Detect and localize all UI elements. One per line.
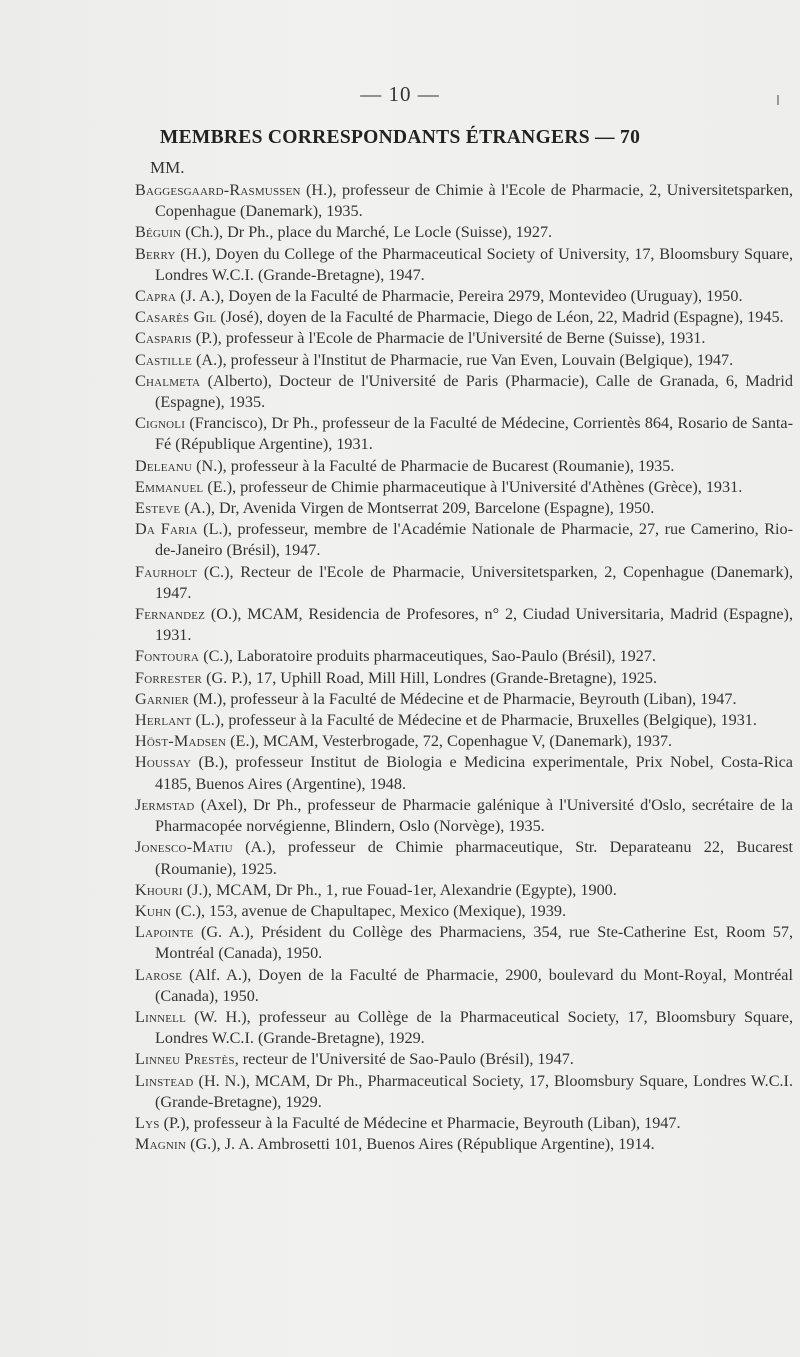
member-details: (L.), professeur, membre de l'Académie Nationale de Pharmacie, 27, rue Camerino, Rio-de-Janeiro (Brésil), 1947. (155, 520, 793, 560)
member-name: Berry (135, 244, 176, 263)
member-name: Höst-Madsen (135, 732, 227, 751)
member-entry (135, 880, 793, 901)
member-entry (135, 498, 793, 519)
member-name: Khouri (135, 880, 183, 899)
member-entry (135, 604, 793, 646)
member-name: Linstead (135, 1071, 194, 1090)
member-details: , recteur de l'Université de Sao-Paulo (Brésil), 1947. (234, 1050, 574, 1069)
member-name: Fernandez (135, 605, 206, 624)
member-entry (135, 1071, 793, 1113)
member-details: (E.), MCAM, Vesterbrogade, 72, Copenhague V, (Danemark), 1937. (226, 732, 673, 751)
member-name: Kuhn (135, 901, 172, 920)
member-details: (P.), professeur à l'Ecole de Pharmacie de l'Université de Berne (Suisse), 1931. (191, 329, 706, 348)
member-entry (135, 413, 793, 455)
member-entry (135, 837, 793, 879)
member-entry (135, 710, 793, 731)
member-details: (M.), professeur à la Faculté de Médecine et de Pharmacie, Beyrouth (Liban), 1947. (189, 689, 737, 708)
member-details: (O.), MCAM, Residencia de Profesores, n° 2, Ciudad Universitaria, Madrid (Espagne), 1931. (155, 605, 793, 645)
member-details: (G. A.), Président du Collège des Pharmaciens, 354, rue Ste-Catherine Est, Room 57, Montréal (Canada), 1950. (155, 923, 793, 963)
member-name: Fontoura (135, 647, 200, 666)
member-entry (135, 456, 793, 477)
member-entry (135, 922, 793, 964)
salutation: MM. (150, 158, 185, 177)
member-name: Larose (135, 965, 183, 984)
member-name: Baggesgaard-Rasmussen (135, 181, 301, 199)
member-entry (135, 477, 793, 498)
member-name: Capra (135, 287, 177, 306)
member-details: (H.), Doyen du College of the Pharmaceutical Society of University, 17, Bloomsbury Square, Londres W.C.I. (Grande-Bretagne), 1947. (155, 244, 793, 284)
member-entry (135, 752, 793, 794)
member-name: Lys (135, 1113, 160, 1132)
member-name: Deleanu (135, 456, 193, 475)
member-details: (W. H.), professeur au Collège de la Pharmaceutical Society, 17, Bloomsbury Square, Londres W.C.I. (Grande-Bretagne), 1929. (155, 1007, 793, 1048)
member-details: (Francisco), Dr Ph., professeur de la Faculté de Médecine, Corrientès 864, Rosario de Santa-Fé (République Argentine), 1931. (155, 414, 793, 454)
member-entry (135, 1113, 793, 1134)
member-entry (135, 689, 793, 710)
member-entry (135, 180, 793, 222)
member-entry (135, 1134, 793, 1155)
member-name: Herlant (135, 711, 192, 730)
member-details: (José), doyen de la Faculté de Pharmacie, Diego de Léon, 22, Madrid (Espagne), 1945. (216, 308, 784, 327)
member-name: Casarès Gil (135, 308, 217, 327)
member-name: Jermstad (135, 795, 195, 814)
member-details: (C.), Recteur de l'Ecole de Pharmacie, Universitetsparken, 2, Copenhague (Danemark), 1947. (155, 562, 793, 602)
member-name: Jonesco-Matiu (135, 838, 233, 857)
page-number: — 10 — (360, 82, 440, 106)
member-details: (J. A.), Doyen de la Faculté de Pharmacie, Pereira 2979, Montevideo (Uruguay), 1950. (176, 287, 743, 306)
member-entry (135, 965, 793, 1007)
member-entry (135, 519, 793, 561)
member-details: (C.), 153, avenue de Chapultapec, Mexico (Mexique), 1939. (171, 901, 567, 920)
member-details: (A.), Dr, Avenida Virgen de Montserrat 209, Barcelone (Espagne), 1950. (180, 499, 655, 518)
member-details: (L.), professeur à la Faculté de Médecine et de Pharmacie, Bruxelles (Belgique), 1931. (191, 711, 757, 730)
member-details: (Axel), Dr Ph., professeur de Pharmacie galénique à l'Université d'Oslo, secrétaire de la Pharmacopée norvégienne, Blindern, Oslo (Norvège), 1935. (155, 795, 793, 836)
member-details: (Alf. A.), Doyen de la Faculté de Pharmacie, 2900, boulevard du Mont-Royal, Montréal (Canada), 1950. (155, 965, 793, 1005)
member-entry (135, 731, 793, 752)
member-name: Emmanuel (135, 477, 204, 496)
member-details: (B.), professeur Institut de Biologia e Medicina experimentale, Prix Nobel, Costa-Rica 4185, Buenos Aires (Argentine), 1948. (155, 753, 793, 793)
member-entry (135, 307, 793, 328)
member-details: (J.), MCAM, Dr Ph., 1, rue Fouad-1er, Alexandrie (Egypte), 1900. (182, 880, 617, 899)
member-entry (135, 795, 793, 837)
member-list (135, 180, 793, 1155)
member-details: (H. N.), MCAM, Dr Ph., Pharmaceutical Society, 17, Bloomsbury Square, Londres W.C.I. (Grande-Bretagne), 1929. (155, 1071, 793, 1111)
member-name: Castille (135, 350, 192, 369)
member-entry (135, 646, 793, 667)
member-entry (135, 244, 793, 286)
page-title: MEMBRES CORRESPONDANTS ÉTRANGERS — 70 (159, 127, 641, 148)
member-name: Esteve (135, 499, 181, 518)
member-details: (C.), Laboratoire produits pharmaceutiques, Sao-Paulo (Brésil), 1927. (199, 647, 656, 666)
member-details: (H.), professeur de Chimie à l'Ecole de Pharmacie, 2, Universitetsparken, Copenhague (Danemark), 1935. (155, 181, 793, 221)
member-entry (135, 328, 793, 349)
member-entry (135, 371, 793, 413)
member-name: Linnell (135, 1007, 186, 1026)
member-entry (135, 286, 793, 307)
member-details: (G.), J. A. Ambrosetti 101, Buenos Aires (République Argentine), 1914. (186, 1135, 655, 1154)
member-entry (135, 901, 793, 922)
member-details: (A.), professeur de Chimie pharmaceutique, Str. Deparateanu 22, Bucarest (Roumanie), 1925. (155, 838, 793, 878)
member-name: Béguin (135, 223, 182, 242)
member-details: (P.), professeur à la Faculté de Médecine et Pharmacie, Beyrouth (Liban), 1947. (159, 1113, 681, 1132)
member-details: (E.), professeur de Chimie pharmaceutique à l'Université d'Athènes (Grèce), 1931. (203, 477, 743, 496)
member-name: Chalmeta (135, 371, 201, 390)
member-name: Da Faria (135, 520, 198, 539)
member-name: Magnin (135, 1135, 187, 1154)
member-name: Forrester (135, 668, 203, 687)
member-name: Linneu Prestès (135, 1050, 235, 1069)
member-name: Casparis (135, 329, 192, 348)
member-entry (135, 222, 793, 243)
member-details: (N.), professeur à la Faculté de Pharmacie de Bucarest (Roumanie), 1935. (192, 456, 675, 475)
member-entry (135, 668, 793, 689)
member-name: Garnier (135, 689, 190, 708)
member-details: (G. P.), 17, Uphill Road, Mill Hill, Londres (Grande-Bretagne), 1925. (202, 668, 658, 687)
member-name: Cignoli (135, 414, 186, 433)
member-name: Faurholt (135, 562, 198, 581)
member-details: (A.), professeur à l'Institut de Pharmacie, rue Van Even, Louvain (Belgique), 1947. (192, 350, 734, 369)
member-details: (Alberto), Docteur de l'Université de Paris (Pharmacie), Calle de Granada, 6, Madrid (Espagne), 1935. (155, 371, 793, 412)
member-entry (135, 562, 793, 604)
member-entry (135, 1049, 793, 1070)
member-name: Houssay (135, 753, 192, 772)
member-entry (135, 350, 793, 371)
member-name: Lapointe (135, 923, 194, 942)
member-details: (Ch.), Dr Ph., place du Marché, Le Locle (Suisse), 1927. (181, 223, 553, 242)
member-entry (135, 1007, 793, 1049)
